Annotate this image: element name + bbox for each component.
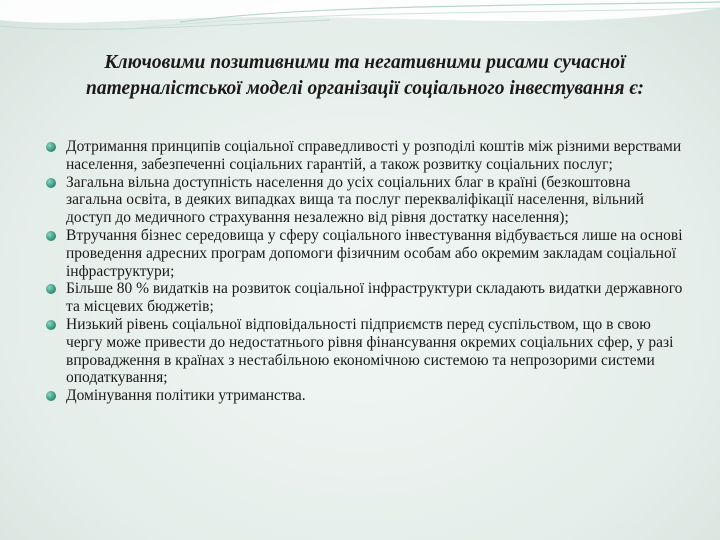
bullet-text-4: Більше 80 % видатків на розвиток соціальної інфраструктури складають видатки державного та місцевих бюджетів;: [66, 280, 683, 316]
teal-dot-bullet-icon: [46, 320, 56, 330]
slide-title: Ключовими позитивними та негативними рисами сучасної патерналістської моделі організації соціального інвестування є:: [86, 52, 644, 99]
bullet-item-5: [40, 316, 690, 387]
teal-dot-bullet-icon: [46, 391, 56, 401]
bullet-item-3: [40, 227, 690, 280]
bullet-text-6: Домінування політики утриманства.: [66, 387, 306, 405]
bullet-text-1: Дотримання принципів соціальної справедливості у розподілі коштів між різними верствами населення, забезпеченні соціальних гарантій, а також розвитку соціальних послуг;: [66, 138, 682, 173]
teal-dot-bullet-icon: [46, 284, 56, 294]
bullet-item-4: [40, 280, 690, 316]
bullet-text-2: Загальна вільна доступність населення до усіх соціальних благ в країні (безкоштовна загальна освіта, в деяких випадках вища та послуг перекваліфікації населення, вільний доступ до медичного страхування незалежно від рівня достатку населення);: [66, 173, 644, 227]
bullet-item-2: [40, 174, 690, 227]
bullet-text-5: Низький рівень соціальної відповідальності підприємств перед суспільством, що в свою чергу може привести до недостатнього рівня фінансування окремих соціальних сфер, у разі впровадження в країнах з нестабільною економічною системою та непрозорими системи оподаткування;: [66, 315, 674, 387]
teal-dot-bullet-icon: [46, 231, 56, 241]
bullet-text-3: Втручання бізнес середовища у сферу соціального інвестування відбувається лише на основі проведення адресних програм допомоги фізичним особам або окремим закладам соціальної інфраструктури;: [66, 226, 683, 280]
bullet-item-1: [40, 138, 690, 174]
teal-dot-bullet-icon: [46, 142, 56, 152]
teal-dot-bullet-icon: [46, 178, 56, 188]
bullet-item-6: [40, 387, 690, 405]
bullet-list: [40, 138, 690, 405]
